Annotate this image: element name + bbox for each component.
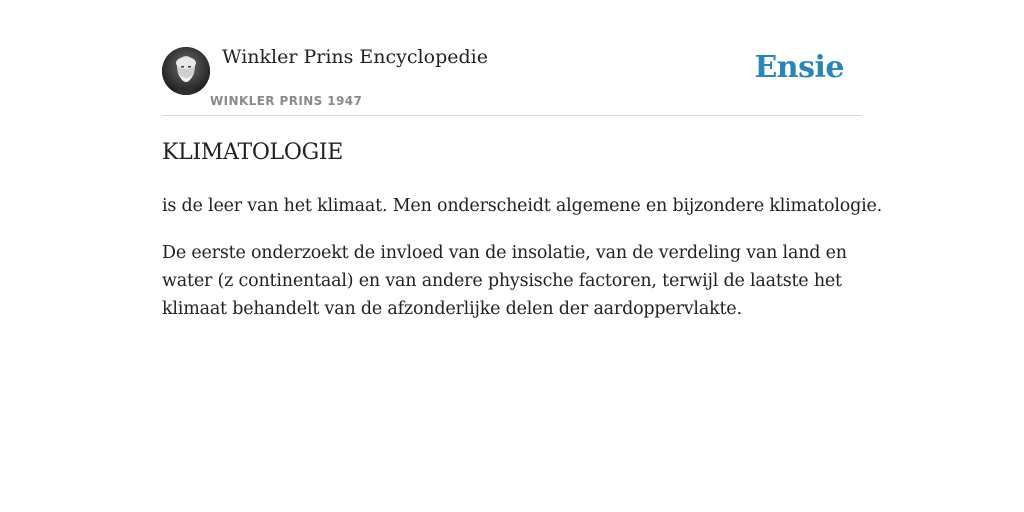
portrait-avatar[interactable] <box>162 47 210 95</box>
site-subtitle: WINKLER PRINS 1947 <box>210 94 363 108</box>
portrait-icon <box>162 47 210 95</box>
site-header <box>162 0 862 116</box>
site-title-link[interactable]: Winkler Prins Encyclopedie <box>222 46 488 68</box>
article-paragraph-1: is de leer van het klimaat. Men onderscheidt algemene en bijzondere klimatologie. <box>162 196 882 216</box>
article-title: KLIMATOLOGIE <box>162 140 344 165</box>
page-container <box>162 0 882 319</box>
article-paragraph-2: De eerste onderzoekt de invloed van de insolatie, van de verdeling van land en water (z continentaal) en van andere physische factoren, terwijl de laatste het klimaat behandelt van de afzonderlijke delen der aardoppervlakte. <box>162 243 847 319</box>
ensie-logo[interactable]: Ensie <box>754 50 844 85</box>
